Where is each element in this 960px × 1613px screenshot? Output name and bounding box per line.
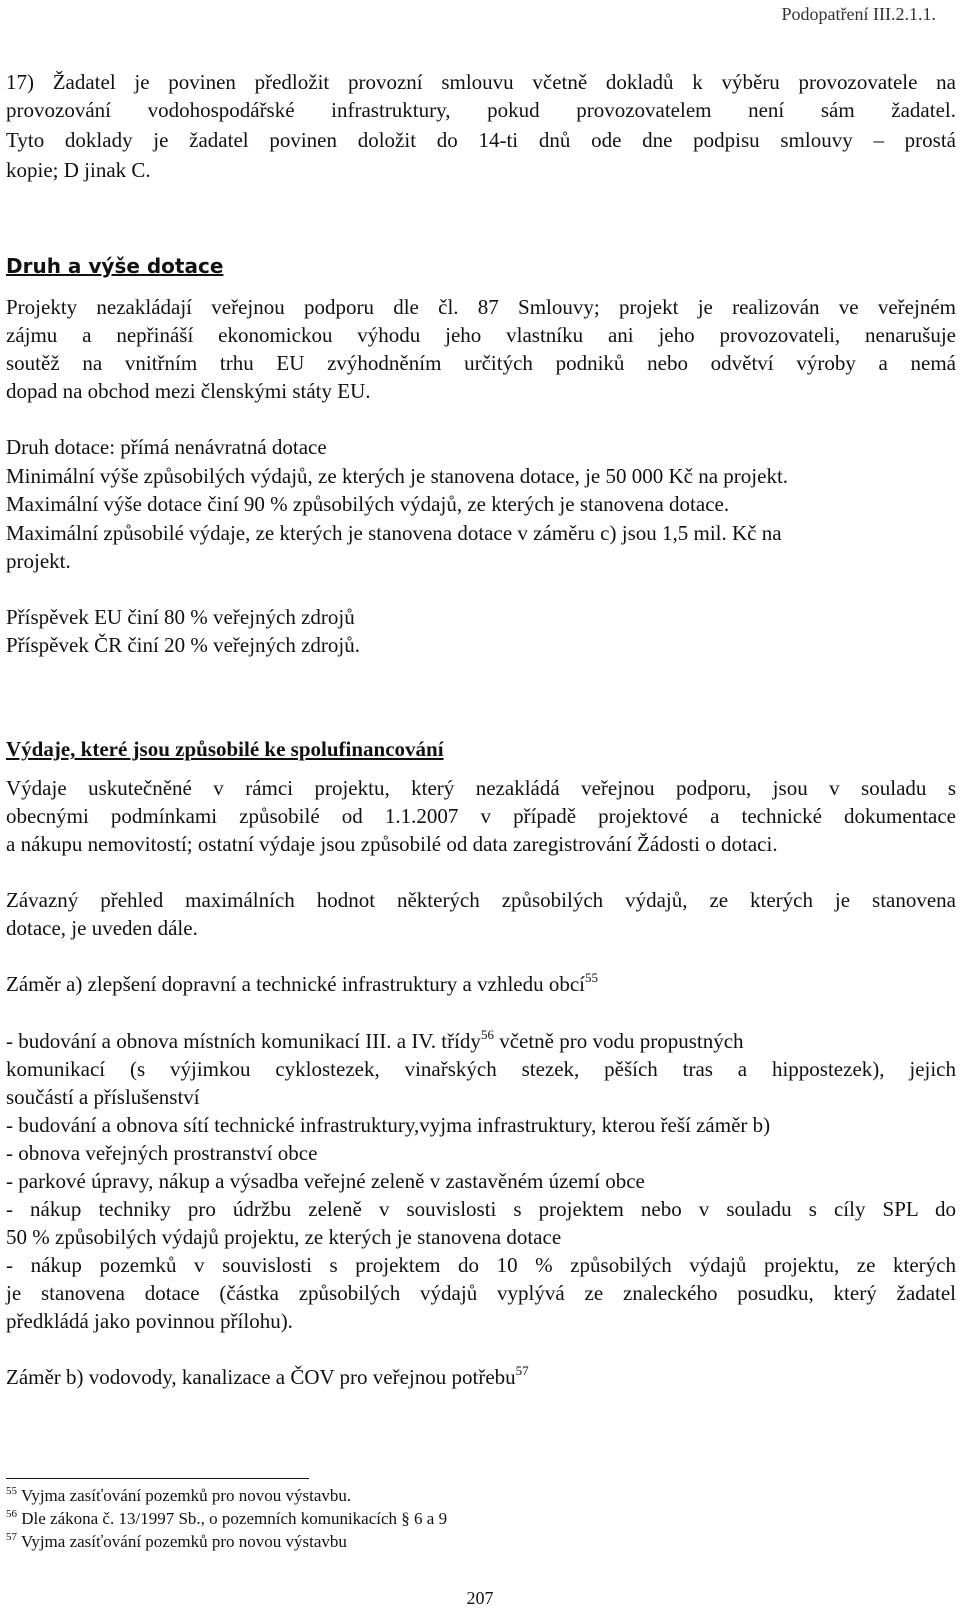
para-line: Závazný přehled maximálních hodnot některých způsobilých výdajů, ze kterých je stanovena (6, 888, 956, 912)
footnote-number: 57 (6, 1531, 17, 1543)
para-line: Výdaje uskutečněné v rámci projektu, který nezakládá veřejnou podporu, jsou v souladu s (6, 776, 956, 800)
footnote-ref-56[interactable]: 56 (480, 1027, 494, 1042)
footnote-ref-55[interactable]: 55 (585, 970, 599, 985)
para-line: dopad na obchod mezi členskými státy EU. (6, 379, 371, 403)
list-item: - nákup techniky pro údržbu zeleně v souvislosti s projektem nebo v souladu s cíly SPL do (6, 1197, 956, 1221)
list-text: - budování a obnova místních komunikací III. a IV. třídy (6, 1029, 481, 1053)
list-line: 50 % způsobilých výdajů projektu, ze kterých je stanovena dotace (6, 1225, 562, 1249)
zamer-a-text: Záměr a) zlepšení dopravní a technické infrastruktury a vzhledu obcí (6, 972, 586, 996)
footnote-separator (6, 1478, 309, 1479)
footnote (6, 1509, 447, 1529)
para-line: Druh dotace: přímá nenávratná dotace (6, 435, 327, 459)
zamer-b-text: Záměr b) vodovody, kanalizace a ČOV pro veřejnou potřebu (6, 1365, 516, 1389)
footnote-number: 56 (6, 1508, 17, 1520)
item17-line-1: 17) Žadatel je povinen předložit provozní smlouvu včetně dokladů k výběru provozovatele na (6, 70, 956, 94)
footnote-text: Dle zákona č. 13/1997 Sb., o pozemních komunikacích § 6 a 9 (17, 1509, 448, 1528)
para-line: Maximální způsobilé výdaje, ze kterých je stanovena dotace v záměru c) jsou 1,5 mil. Kč na (6, 521, 782, 545)
para-line: zájmu a nepřináší ekonomickou výhodu jeho vlastníku ani jeho provozovateli, nenarušuje (6, 323, 956, 347)
para-line: projekt. (6, 549, 71, 573)
footnote-text: Vyjma zasíťování pozemků pro novou výstavbu. (17, 1486, 352, 1505)
list-item: - obnova veřejných prostranství obce (6, 1141, 318, 1165)
page-header: Podopatření III.2.1.1. (781, 4, 936, 24)
list-item: - parkové úpravy, nákup a výsadba veřejné zeleně v zastavěném území obce (6, 1169, 645, 1193)
list-line: je stanovena dotace (částka způsobilých výdajů vyplývá ze znaleckého posudku, který žadatel (6, 1281, 956, 1305)
para-line: obecnými podmínkami způsobilé od 1.1.2007 v případě projektové a technické dokumentace (6, 804, 956, 828)
zamer-a-line (6, 971, 598, 997)
para-line: Maximální výše dotace činí 90 % způsobilých výdajů, ze kterých je stanovena dotace. (6, 492, 730, 516)
para-line: dotace, je uveden dále. (6, 916, 198, 940)
footnote-ref-57[interactable]: 57 (515, 1363, 529, 1378)
section-heading-vydaje: Výdaje, které jsou způsobilé ke spolufinancování (6, 737, 444, 761)
page-number: 207 (466, 1588, 494, 1608)
section-heading-dotace: Druh a výše dotace (6, 254, 224, 278)
item17-line-2: provozování vodohospodářské infrastruktury, pokud provozovatelem není sám žadatel. (6, 98, 956, 122)
list-line: součástí a příslušenství (6, 1085, 200, 1109)
list-text: včetně pro vodu propustných (493, 1029, 744, 1053)
list-item (6, 1028, 744, 1054)
item17-line-4: kopie; D jinak C. (6, 158, 151, 182)
para-line: Příspěvek ČR činí 20 % veřejných zdrojů. (6, 633, 361, 657)
footnote (6, 1486, 351, 1506)
footnote-number: 55 (6, 1485, 17, 1497)
zamer-b-line (6, 1364, 529, 1390)
para-line: Příspěvek EU činí 80 % veřejných zdrojů (6, 605, 355, 629)
para-line: Projekty nezakládají veřejnou podporu dle čl. 87 Smlouvy; projekt je realizován ve veřejném (6, 295, 956, 319)
list-line: předkládá jako povinnou přílohu). (6, 1309, 293, 1333)
list-item: - budování a obnova sítí technické infrastruktury,vyjma infrastruktury, kterou řeší záměr b) (6, 1113, 771, 1137)
para-line: Minimální výše způsobilých výdajů, ze kterých je stanovena dotace, je 50 000 Kč na projekt. (6, 464, 789, 488)
footnote (6, 1532, 347, 1552)
footnote-text: Vyjma zasíťování pozemků pro novou výstavbu (17, 1532, 347, 1551)
para-line: a nákupu nemovitostí; ostatní výdaje jsou způsobilé od data zaregistrování Žádosti o dotaci. (6, 832, 778, 856)
item17-line-3: Tyto doklady je žadatel povinen doložit do 14-ti dnů ode dne podpisu smlouvy – prostá (6, 128, 956, 152)
list-item: - nákup pozemků v souvislosti s projektem do 10 % způsobilých výdajů projektu, ze kterých (6, 1253, 956, 1277)
para-line: soutěž na vnitřním trhu EU zvýhodněním určitých podniků nebo odvětví výroby a nemá (6, 351, 956, 375)
list-line: komunikací (s výjimkou cyklostezek, vinařských stezek, pěších tras a hippostezek), jejich (6, 1057, 956, 1081)
